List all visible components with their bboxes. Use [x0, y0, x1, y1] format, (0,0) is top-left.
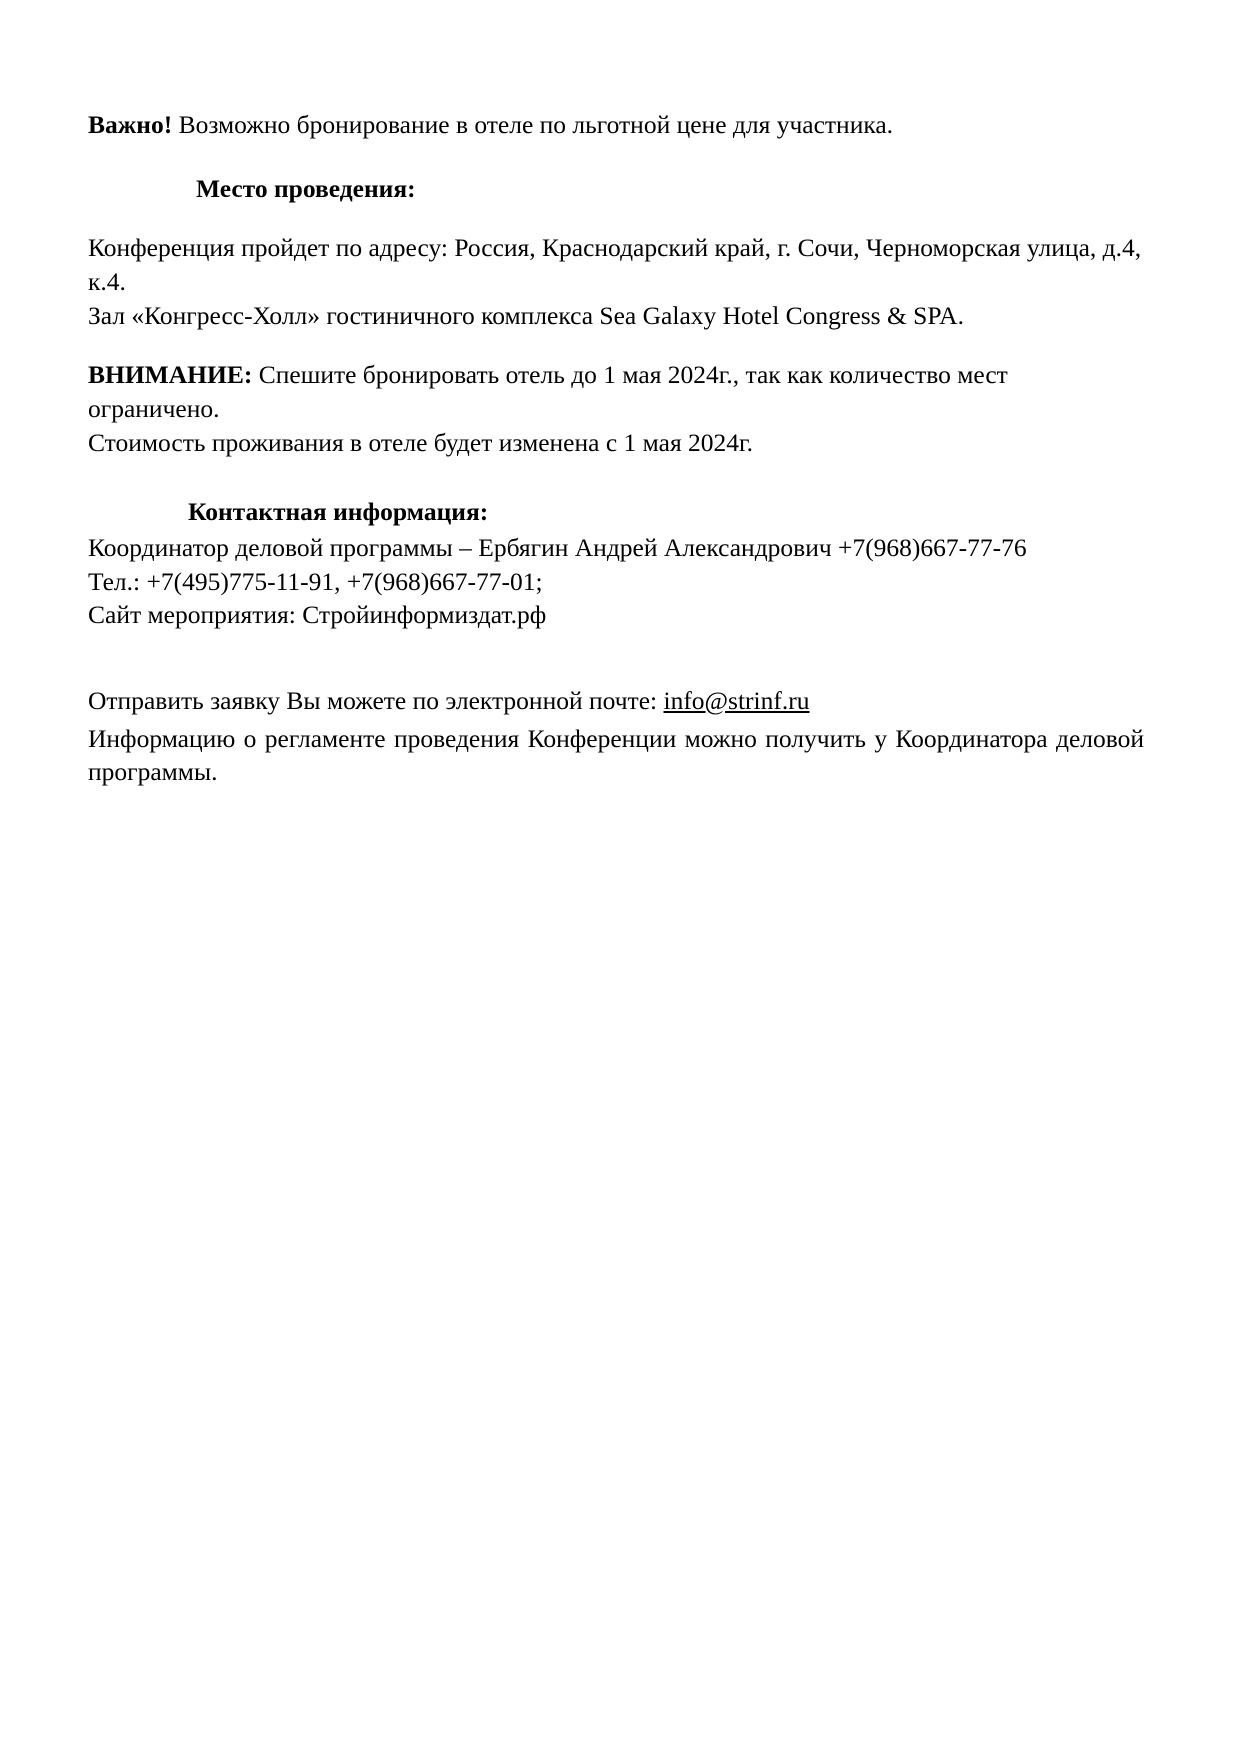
important-note-label: Важно! — [88, 110, 173, 139]
venue-address-line-2: Зал «Конгресс-Холл» гостиничного комплекса Sea Galaxy Hotel Congress & SPA. — [88, 300, 964, 330]
footer-spacer — [88, 658, 1144, 684]
attention-text-line-2: Стоимость проживания в отеле будет изменена с 1 мая 2024г. — [88, 427, 754, 457]
contacts-coordinator: Координатор деловой программы – Ербягин Андрей Александрович +7(968)667-77-76 — [88, 532, 1027, 562]
regulation-paragraph: Информацию о регламенте проведения Конференции можно получить у Координатора деловой программы. — [88, 723, 1144, 787]
contacts-heading: Контактная информация: — [188, 497, 489, 527]
contacts-website: Сайт мероприятия: Стройинформиздат.рф — [88, 600, 547, 630]
application-email-prefix: Отправить заявку Вы можете по электронной почте: — [88, 685, 664, 715]
important-note-paragraph — [88, 108, 1144, 142]
attention-label: ВНИМАНИЕ: — [88, 360, 253, 390]
venue-heading: Место проведения: — [196, 173, 416, 203]
email-link[interactable]: info@strinf.ru — [663, 685, 810, 715]
application-email-paragraph — [88, 684, 1144, 718]
document-body — [88, 108, 1144, 789]
contacts-phones: Тел.: +7(495)775-11-91, +7(968)667-77-01; — [88, 566, 543, 596]
attention-paragraph — [88, 358, 1144, 425]
venue-address-line-1: Конференция пройдет по адресу: Россия, Краснодарский край, г. Сочи, Черноморская улица, д.4, к.4. — [88, 233, 1142, 296]
important-note-text: Возможно бронирование в отеле по льготной цене для участника. — [172, 110, 894, 139]
attention-text-line-1: Спешите бронировать отель до 1 мая 2024г., так как количество мест ограничено. — [88, 360, 1008, 423]
